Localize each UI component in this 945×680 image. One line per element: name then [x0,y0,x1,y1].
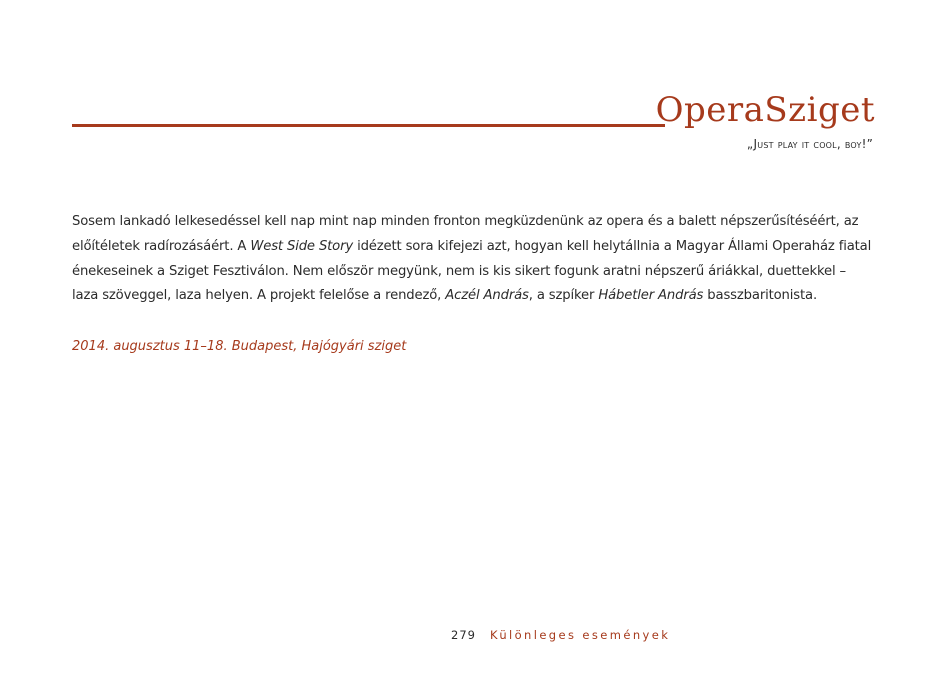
section-name: Különleges események [489,628,671,642]
body-text-part-4: basszbaritonista. [703,288,817,304]
body-text-part-3: , a szpíker [528,288,599,304]
event-date-location: 2014. augusztus 11–18. Budapest, Hajógyári sziget [72,339,407,354]
body-text-part-2: idézett sora kifejezi azt, hogyan kell helytállnia a Magyar Állami Operaház fiatal énekeseinek a Sziget Fesztiválon. Nem először megyünk, nem is kis sikert fogunk aratni népszerű áriákkal, duettekkel – laza szöveggel, laza helyen. A projekt felelőse a rendező, [72,238,872,304]
speaker-name: Hábetler András [598,288,704,304]
work-title: West Side Story [250,238,354,254]
page-subtitle: „Just play it cool, boy!” [746,137,873,151]
title-rule [72,124,665,127]
body-text-part-1: Sosem lankadó lelkesedéssel kell nap mint nap minden fronton megküzdenünk az opera és a balett népszerűsítéséért, az előítéletek radírozásáért. A [72,214,859,254]
body-paragraph [72,210,872,309]
page-title: OperaSziget [655,90,875,130]
page-number: 279 [451,628,476,642]
director-name: Aczél András [445,288,529,304]
page-footer [451,628,670,642]
